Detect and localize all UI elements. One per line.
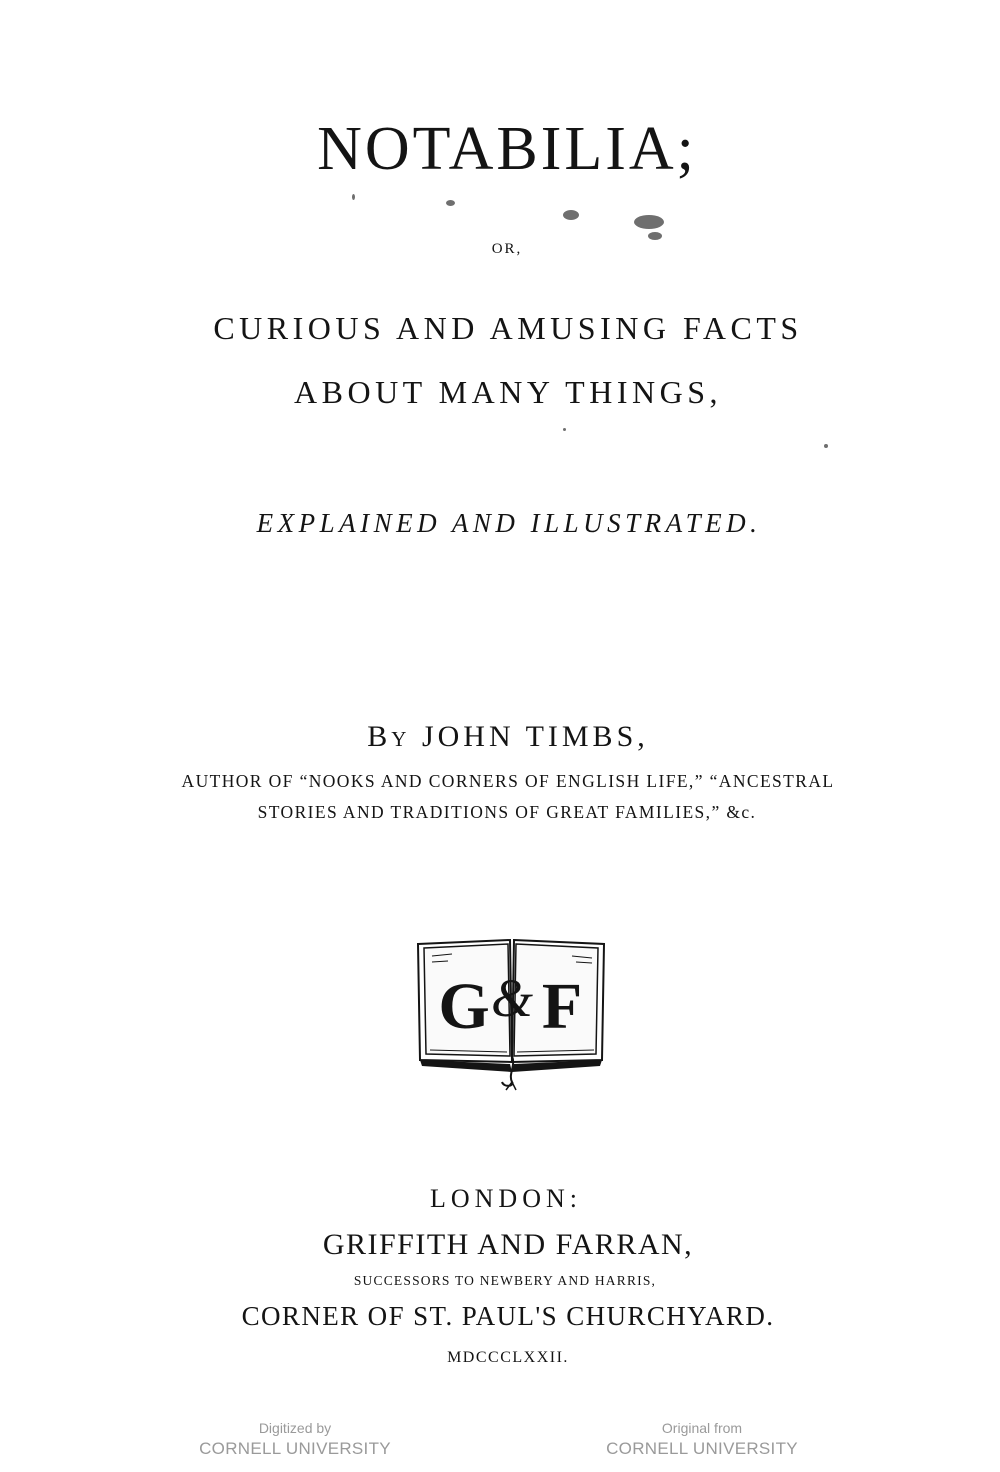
scan-speck <box>352 194 355 200</box>
byline <box>0 722 1000 752</box>
author-credits-line-2: STORIES AND TRADITIONS OF GREAT FAMILIES,” &c. <box>257 802 757 822</box>
scan-speck <box>563 428 566 431</box>
open-book-monogram-icon <box>412 932 612 1092</box>
scan-speck <box>634 215 664 229</box>
original-from-institution: CORNELL UNIVERSITY <box>606 1438 798 1458</box>
original-from-watermark <box>572 1420 832 1459</box>
scan-speck <box>563 210 579 220</box>
digitized-by-watermark <box>165 1420 425 1459</box>
author-credits-line-1: AUTHOR OF “NOOKS AND CORNERS OF ENGLISH LIFE,” “ANCESTRAL <box>181 771 835 791</box>
explained-tagline: EXPLAINED AND ILLUSTRATED. <box>256 508 762 538</box>
scan-speck <box>824 444 828 448</box>
author-name: JOHN TIMBS, <box>421 720 649 753</box>
original-from-label: Original from <box>661 1420 743 1436</box>
subtitle-line-2: ABOUT MANY THINGS, <box>294 374 722 410</box>
digitized-by-institution: CORNELL UNIVERSITY <box>199 1438 391 1458</box>
publisher-successors: SUCCESSORS TO NEWBERY AND HARRIS, <box>353 1273 657 1288</box>
publication-year: MDCCCLXXII. <box>447 1349 569 1366</box>
book-title: NOTABILIA; <box>317 115 697 183</box>
scan-speck <box>446 200 455 206</box>
monogram-left-letter: G <box>438 970 490 1043</box>
by-word: By <box>367 720 411 753</box>
monogram-right-letter: F <box>541 970 583 1043</box>
publisher-name: GRIFFITH AND FARRAN, <box>322 1228 694 1261</box>
subtitle-connector: OR, <box>491 241 523 257</box>
publisher-city: LONDON: <box>430 1184 582 1213</box>
subtitle-line-1: CURIOUS AND AMUSING FACTS <box>213 310 803 346</box>
scan-speck <box>648 232 662 240</box>
monogram-ampersand: & <box>490 968 534 1028</box>
digitized-by-label: Digitized by <box>258 1420 332 1436</box>
publisher-address: CORNER OF ST. PAUL'S CHURCHYARD. <box>241 1301 775 1331</box>
